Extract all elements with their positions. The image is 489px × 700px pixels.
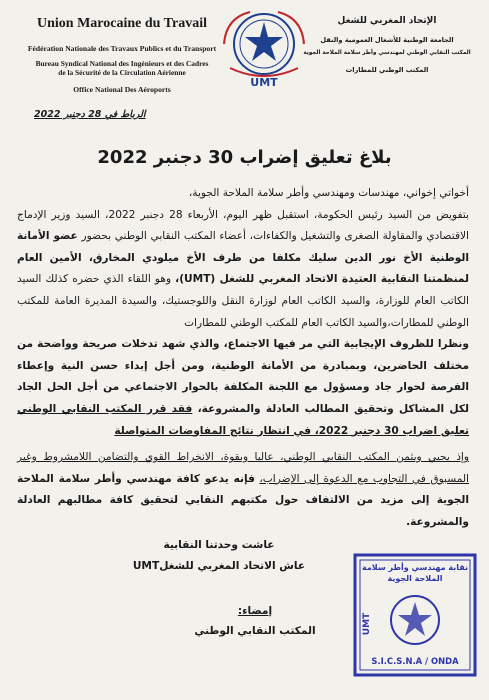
office-fr: Office National Des Aéroports bbox=[73, 84, 171, 94]
paragraph-meeting bbox=[17, 205, 469, 335]
stamp-top-text: نقابة مهندسي وأطر سلامة الملاحة الجوية bbox=[361, 563, 469, 583]
paragraph-call bbox=[17, 447, 469, 533]
call-text-b: فإنه يدعو كافة مهندسي وأطر سلامة الملاحة الجوية إلى مزيد من الالتفاف حول مكتبهم النقابي لتحقيق كافة مطالبهم العادلة والمشروعة. bbox=[17, 472, 469, 528]
header-arabic bbox=[299, 16, 475, 75]
bureau-fr-line2: de la Sécurité de la Circulation Aérienne bbox=[58, 68, 186, 78]
call-text-a: وإذ يحيي ويثمن المكتب النقابي الوطني، عاليا وبقوة، الانخراط القوي والتضامن اللامشروط وغير المسبوق في التجاوب مع الدعوة إلى الإضراب، bbox=[17, 451, 469, 485]
federation-ar: الجامعة الوطنية للأشغال العمومية والنقل bbox=[320, 36, 454, 45]
signature-name: المكتب النقابي الوطني bbox=[194, 625, 316, 637]
stamp-side-text: UMT bbox=[362, 612, 372, 636]
paragraph-decision bbox=[17, 334, 469, 442]
federation-fr: Fédération Nationale des Travaux Publics et du Transport bbox=[27, 43, 217, 53]
bureau-fr-line1: Bureau Syndical National des Ingénieurs et des Cadres bbox=[35, 59, 209, 69]
closing-line-1: عاشت وحدتنا النقابية bbox=[163, 539, 275, 551]
office-ar: المكتب الوطني للمطارات bbox=[345, 66, 429, 75]
meeting-text-b: عضو الأمانة الوطنية الأخ نور الدين سليك مكلفا من طرف الأخ ميلودي المخارق، الأمين العام لمنظمتنا النقابية العتيدة الاتحاد المغربي للشغل (UMT)، bbox=[17, 230, 469, 286]
paragraph-greeting: أخواتي إخواني، مهندسات ومهندسي وأطر سلامة الملاحة الجوية، bbox=[188, 187, 469, 199]
closing-slogans bbox=[119, 535, 319, 577]
decision-text-b: فقد قرر المكتب النقابي الوطني تعليق اضراب 30 دجنبر 2022، في انتظار نتائج المفاوضات المتواصلة bbox=[17, 402, 469, 437]
bureau-ar: المكتب النقابي الوطني لمهندسي وأطر سلامة الملاحة الجوية bbox=[303, 50, 471, 57]
logo-text: UMT bbox=[250, 76, 278, 89]
header-french bbox=[6, 16, 238, 95]
document-title: بلاغ تعليق إضراب 30 دجنبر 2022 bbox=[97, 147, 392, 168]
document-body bbox=[17, 183, 469, 534]
meeting-text-c: وهو اللقاء الذي حضره كذلك السيد الكاتب العام للوزارة، والسيد الكاتب العام لوزارة النقل واللوجستيك، والسيدة المديرة العامة للمكتب الوطني للمطارات،والسيد الكاتب العام للمكتب الوطني للمطارات bbox=[17, 273, 469, 329]
stamp-bottom-text: S.I.C.S.N.A / ONDA bbox=[371, 656, 459, 666]
meeting-text-a: بتفويض من السيد رئيس الحكومة، استقبل ظهر اليوم، الأربعاء 28 دجنبر 2022، السيد وزير الإدماج الاقتصادي والمقاولة الصغرى والتشغيل والكفاءات، أعضاء المكتب النقابي الوطني بحضور bbox=[17, 208, 469, 243]
decision-text-a: ونظرا للظروف الإيجابية التي مر فيها الاجتماع، والذي شهد تدخلات صريحة وواضحة من مختلف الحاضرين، وبمبادرة من الأمانة الوطنية، ومن أجل إبداء حسن النية وإعطاء الفرصة لحوار جاد ومسؤول مع اللجنة المكلفة بالحوار الاجتماعي من أجل الحل الجاد لكل المشاكل وتحقيق المطالب العادلة والمشروعة، bbox=[17, 338, 469, 415]
signature-label: إمضاء: bbox=[237, 605, 273, 617]
org-name-ar: الإتحاد المغربي للشغل bbox=[337, 16, 437, 26]
document-date: الرباط في 28 دجنبر 2022 bbox=[34, 109, 146, 120]
signature-block bbox=[185, 601, 325, 641]
closing-line-2: عاش الاتحاد المغربي للشغلUMT bbox=[132, 560, 306, 572]
org-name-fr: Union Marocaine du Travail bbox=[37, 16, 207, 31]
